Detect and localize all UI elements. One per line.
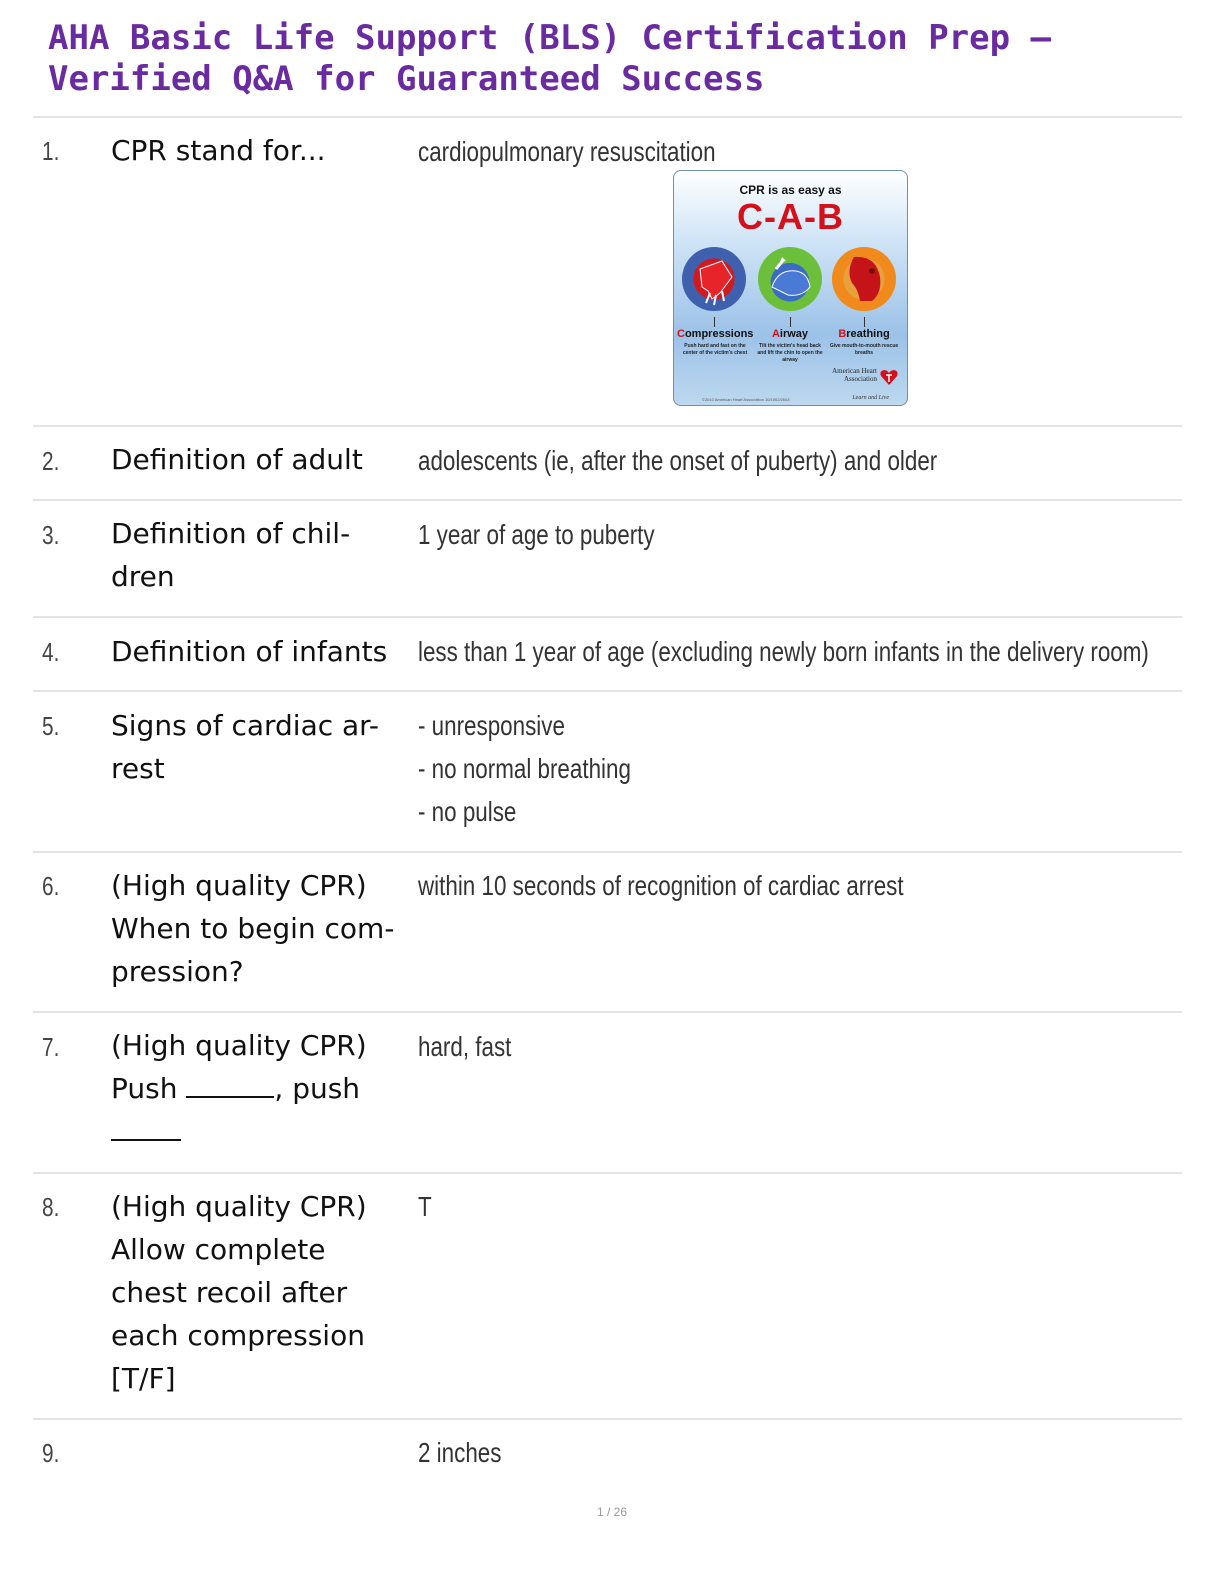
aha-name: American Heart Association	[832, 367, 877, 383]
answer-text: less than 1 year of age (excluding newly born infants in the delivery room)	[418, 636, 1149, 667]
step-desc-airway: Tilt the victim's head back and lift the chin to open the airway	[757, 343, 823, 363]
answer-text: 1 year of age to puberty	[418, 519, 655, 550]
question-text: Definition of chil-dren	[111, 517, 351, 593]
divider	[33, 851, 1182, 853]
answer-text: 2 inches	[418, 1437, 502, 1468]
breathing-face-icon	[832, 247, 896, 311]
answer-text: cardiopulmonary resuscitation	[418, 136, 716, 167]
step-label-breathing: Breathing	[838, 328, 890, 340]
step-label-compressions: Compressions	[677, 328, 754, 340]
item-number: 1.	[42, 136, 60, 166]
answer-line: - no pulse	[418, 796, 517, 827]
question-text: (High quality CPR) Allow complete chest recoil after each compression [T/F]	[111, 1190, 367, 1395]
answer-text: T	[418, 1191, 432, 1222]
aha-heart-logo-icon	[879, 367, 899, 387]
divider	[33, 1172, 1182, 1174]
fill-blank	[111, 1111, 181, 1141]
divider	[33, 690, 1182, 692]
fill-blank	[186, 1068, 274, 1098]
item-number: 6.	[42, 871, 60, 901]
cab-subtitle: CPR is as easy as	[739, 183, 842, 197]
item-number: 4.	[42, 637, 60, 667]
divider	[33, 1418, 1182, 1420]
connector-line	[790, 317, 791, 327]
answer-text: adolescents (ie, after the onset of puberty) and older	[418, 445, 938, 476]
item-number: 9.	[42, 1438, 60, 1468]
divider	[33, 425, 1182, 427]
step-desc-compressions: Push hard and fast on the center of the victim's chest	[682, 343, 748, 356]
question-text: (High quality CPR) Push , push	[111, 1024, 401, 1153]
question-text: Signs of cardiac ar-rest	[111, 709, 380, 785]
divider	[33, 499, 1182, 501]
question-text: Definition of adult	[111, 443, 363, 476]
item-number: 8.	[42, 1192, 60, 1222]
divider	[33, 1011, 1182, 1013]
answer-line: - no normal breathing	[418, 753, 631, 784]
step-desc-breathing: Give mouth-to-mouth rescue breaths	[829, 343, 899, 356]
page-title: AHA Basic Life Support (BLS) Certification Prep – Verified Q&A for Guaranteed Success	[48, 18, 1052, 99]
compressions-hands-icon	[682, 247, 746, 311]
aha-slogan: Learn and Live	[852, 395, 889, 401]
question-text: CPR stand for...	[111, 134, 326, 167]
divider	[33, 616, 1182, 618]
answer-text: within 10 seconds of recognition of cardiac arrest	[418, 870, 904, 901]
divider	[33, 116, 1182, 118]
item-number: 5.	[42, 711, 60, 741]
connector-line	[864, 317, 865, 327]
item-number: 3.	[42, 520, 60, 550]
item-number: 7.	[42, 1032, 60, 1062]
answer-text: hard, fast	[418, 1031, 512, 1062]
airway-head-tilt-icon	[758, 247, 822, 311]
page-number: 1 / 26	[596, 1505, 628, 1519]
cab-infographic	[673, 170, 908, 406]
answer-line: - unresponsive	[418, 710, 565, 741]
item-number: 2.	[42, 446, 60, 476]
question-text: Definition of infants	[111, 635, 388, 668]
copyright: ©2010 American Heart Association 10/1002/2643	[702, 397, 790, 402]
connector-line	[714, 317, 715, 327]
question-text: (High quality CPR) When to begin com-pression?	[111, 869, 395, 988]
cab-title: C-A-B	[737, 196, 844, 237]
step-label-airway: Airway	[771, 328, 809, 340]
